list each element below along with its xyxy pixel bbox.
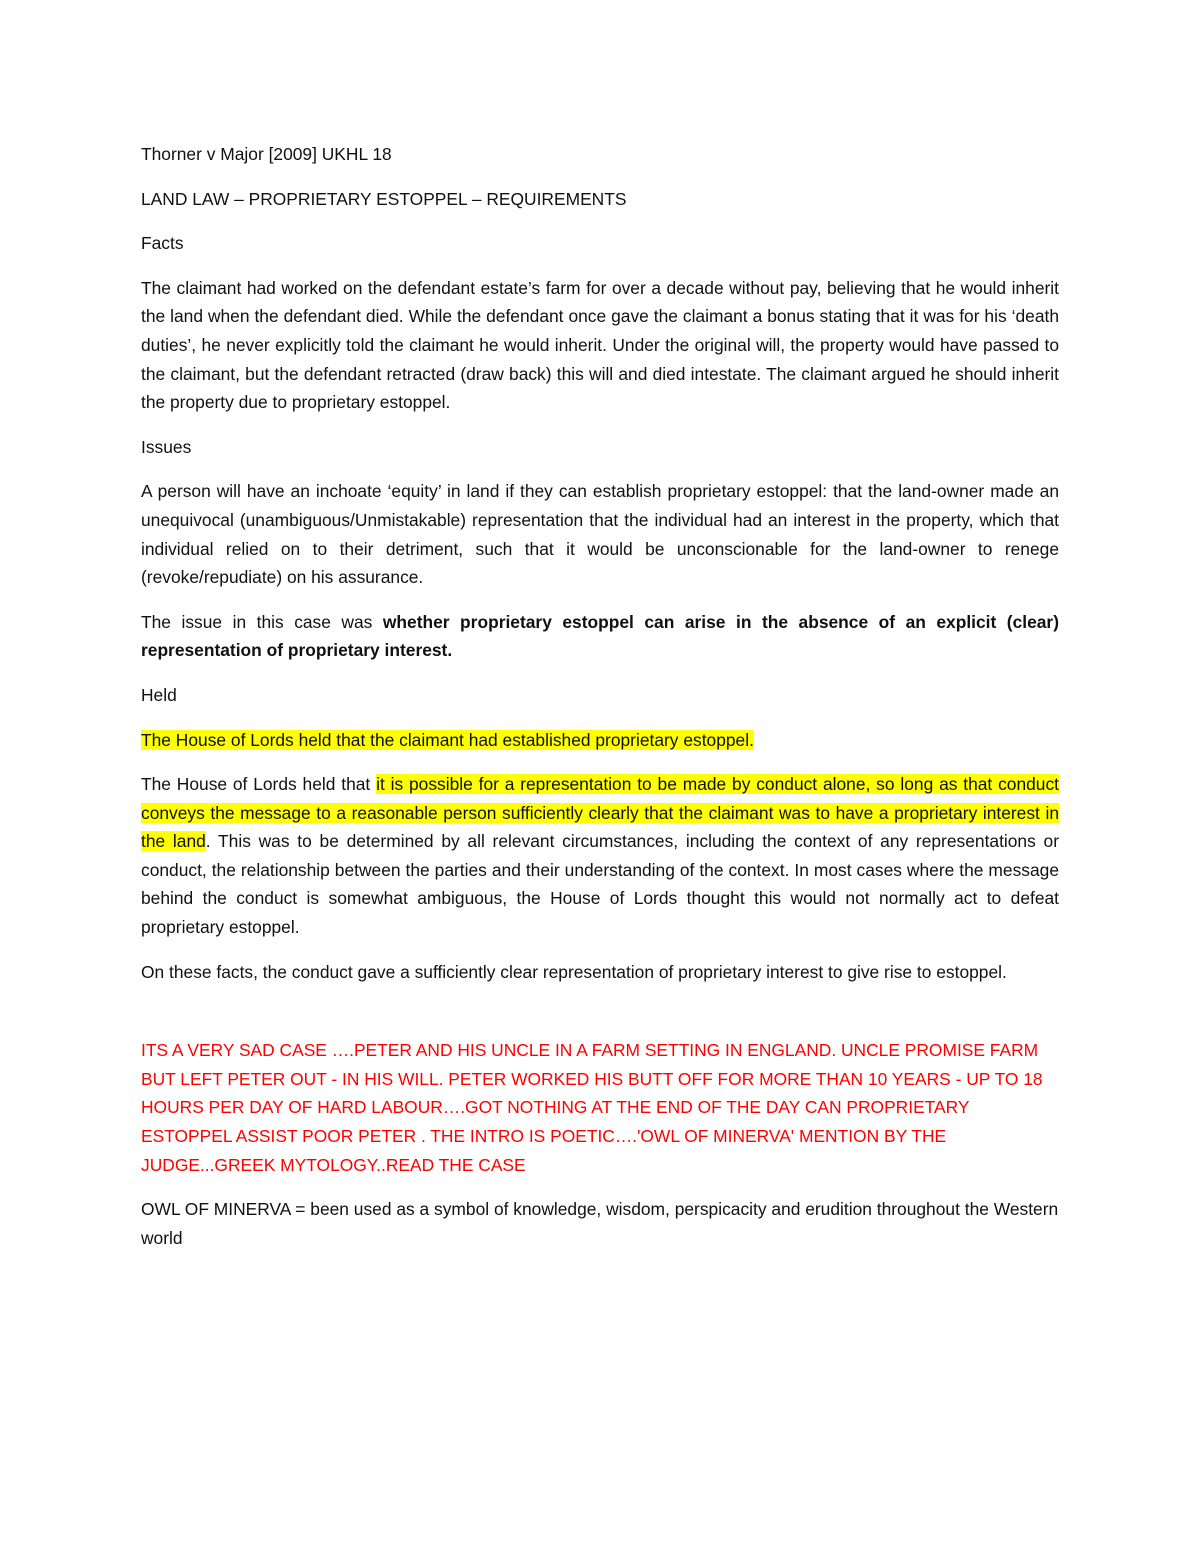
held-summary — [141, 726, 1059, 755]
held-conclusion: On these facts, the conduct gave a sufficiently clear representation of proprietary interest to give rise to estoppel. — [141, 961, 1007, 982]
facts-heading: Facts — [141, 233, 184, 254]
issues-paragraph: A person will have an inchoate ‘equity’ in land if they can establish proprietary estoppel: that the land-owner made an unequivocal (unambiguous/Unmistakable) representation that the individual had an interest in the property, which that individual relied on to their detriment, such that it would be unconscionable for the land-owner to renege (revoke/repudiate) on his assurance. — [141, 481, 1059, 588]
held-paragraph — [141, 770, 1059, 942]
issue-statement — [141, 608, 1059, 665]
case-subject: LAND LAW – PROPRIETARY ESTOPPEL – REQUIREMENTS — [141, 188, 627, 209]
case-title: Thorner v Major [2009] UKHL 18 — [141, 144, 392, 164]
held-summary-highlight: The House of Lords held that the claimant had established proprietary estoppel. — [141, 729, 754, 750]
held-highlight: it is possible for a representation to be made by conduct alone, so long as that conduct conveys the message to a reasonable person sufficiently clearly that the claimant was to have a proprietary interest in the land — [141, 774, 1059, 852]
owl-note: OWL OF MINERVA = been used as a symbol of knowledge, wisdom, perspicacity and erudition throughout the Western world — [141, 1199, 1059, 1248]
held-rest: . This was to be determined by all relevant circumstances, including the context of any representations or conduct, the relationship between the parties and their understanding of the context. In most cases where the message behind the conduct is somewhat ambiguous, the House of Lords thought this would not normally act to defeat proprietary estoppel. — [141, 831, 1059, 938]
held-heading: Held — [141, 684, 177, 705]
red-note: ITS A VERY SAD CASE ….PETER AND HIS UNCLE IN A FARM SETTING IN ENGLAND. UNCLE PROMISE FARM BUT LEFT PETER OUT - IN HIS WILL. PETER WORKED HIS BUTT OFF FOR MORE THAN 10 YEARS - UP TO 18 HOURS PER DAY OF HARD LABOUR….GOT NOTHING AT THE END OF THE DAY CAN PROPRIETARY ESTOPPEL ASSIST POOR PETER . THE INTRO IS POETIC….'OWL OF MINERVA' MENTION BY THE JUDGE...GREEK MYTOLOGY..READ THE CASE — [141, 1040, 1043, 1175]
issue-question: whether proprietary estoppel can arise in the absence of an explicit (clear) representation of proprietary interest. — [141, 611, 1059, 661]
spacer — [141, 1002, 1059, 1036]
document-body — [141, 140, 1059, 1268]
issue-intro: The issue in this case was — [141, 611, 383, 632]
held-intro: The House of Lords held that — [141, 774, 377, 795]
issues-heading: Issues — [141, 436, 192, 457]
facts-paragraph: The claimant had worked on the defendant estate’s farm for over a decade without pay, believing that he would inherit the land when the defendant died. While the defendant once gave the claimant a bonus stating that it was for his ‘death duties’, he never explicitly told the claimant he would inherit. Under the original will, the property would have passed to the claimant, but the defendant retracted (draw back) this will and died intestate. The claimant argued he should inherit the property due to proprietary estoppel. — [141, 277, 1059, 413]
